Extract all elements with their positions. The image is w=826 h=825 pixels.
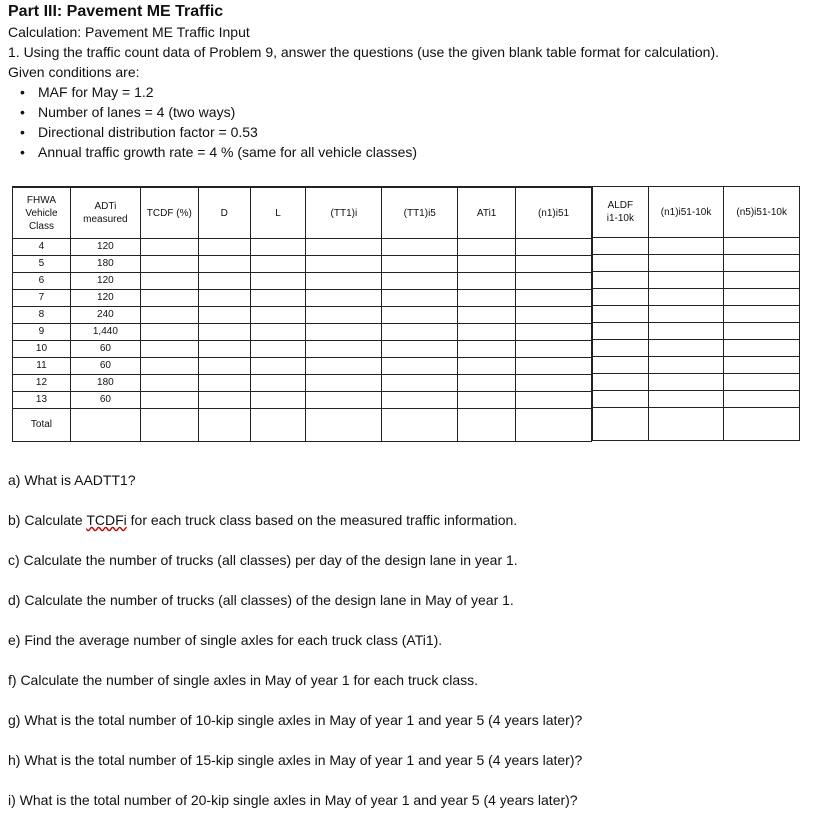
blank-cell[interactable]	[250, 256, 306, 273]
blank-cell[interactable]	[593, 238, 649, 255]
vehicle-class-cell: 10	[13, 341, 71, 358]
blank-cell[interactable]	[724, 238, 800, 255]
given-conditions-list	[8, 82, 820, 162]
blank-cell[interactable]	[593, 357, 649, 374]
header-tt1i5: (TT1)i5	[382, 187, 458, 239]
adt-measured-cell: 60	[70, 358, 140, 375]
blank-cell[interactable]	[724, 374, 800, 391]
adt-measured-cell: 180	[70, 256, 140, 273]
vehicle-class-cell: 7	[13, 290, 71, 307]
question-h: h) What is the total number of 15-kip single axles in May of year 1 and year 5 (4 years later)?	[8, 752, 583, 768]
blank-cell[interactable]	[516, 239, 592, 256]
aldf-row	[593, 374, 800, 391]
blank-cell[interactable]	[198, 392, 250, 409]
adt-measured-cell: 180	[70, 375, 140, 392]
aldf-row	[593, 357, 800, 374]
table-row	[13, 273, 592, 290]
vehicle-class-cell: 4	[13, 239, 71, 256]
blank-cell[interactable]	[198, 273, 250, 290]
blank-cell[interactable]	[140, 358, 198, 375]
blank-cell[interactable]	[250, 392, 306, 409]
header-ati1: ATi1	[458, 187, 516, 239]
question-d: d) Calculate the number of trucks (all classes) of the design lane in May of year 1.	[8, 592, 514, 608]
vehicle-class-cell: 11	[13, 358, 71, 375]
blank-cell[interactable]	[306, 341, 382, 358]
adt-measured-cell: 120	[70, 290, 140, 307]
blank-cell[interactable]	[250, 341, 306, 358]
adt-measured-cell: 60	[70, 392, 140, 409]
blank-cell[interactable]	[458, 324, 516, 341]
blank-cell[interactable]	[70, 409, 140, 442]
blank-cell[interactable]	[140, 239, 198, 256]
blank-cell[interactable]	[140, 290, 198, 307]
header-n1i51: (n1)i51	[516, 187, 592, 239]
tcdfi-term: TCDFi	[86, 512, 127, 528]
blank-cell[interactable]	[198, 307, 250, 324]
header-n5i51-10k: (n5)i51-10k	[724, 187, 800, 238]
blank-cell[interactable]	[198, 409, 250, 442]
table-row	[13, 341, 592, 358]
blank-cell[interactable]	[724, 272, 800, 289]
given-conditions-label: Given conditions are:	[8, 64, 140, 80]
calculation-table-area	[6, 186, 802, 446]
blank-cell[interactable]	[250, 409, 306, 442]
blank-cell[interactable]	[140, 256, 198, 273]
blank-cell[interactable]	[458, 341, 516, 358]
blank-cell[interactable]	[648, 391, 724, 408]
blank-cell[interactable]	[140, 307, 198, 324]
blank-cell[interactable]	[648, 306, 724, 323]
header-adt-measured: ADTi measured	[70, 187, 140, 239]
blank-cell[interactable]	[648, 408, 724, 441]
blank-cell[interactable]	[593, 374, 649, 391]
question-e: e) Find the average number of single axles for each truck class (ATi1).	[8, 632, 443, 648]
aldf-row	[593, 391, 800, 408]
blank-cell[interactable]	[382, 341, 458, 358]
blank-cell[interactable]	[648, 374, 724, 391]
blank-cell[interactable]	[593, 289, 649, 306]
adt-measured-cell: 120	[70, 273, 140, 290]
condition-lanes: • Number of lanes = 4 (two ways)	[8, 102, 820, 122]
aldf-row	[593, 238, 800, 255]
blank-cell[interactable]	[724, 255, 800, 272]
blank-cell[interactable]	[593, 255, 649, 272]
blank-cell[interactable]	[382, 324, 458, 341]
aldf-row	[593, 255, 800, 272]
blank-cell[interactable]	[382, 375, 458, 392]
blank-cell[interactable]	[306, 290, 382, 307]
blank-cell[interactable]	[458, 358, 516, 375]
blank-cell[interactable]	[458, 375, 516, 392]
blank-cell[interactable]	[198, 358, 250, 375]
blank-cell[interactable]	[648, 272, 724, 289]
blank-cell[interactable]	[648, 357, 724, 374]
vehicle-class-cell: 8	[13, 307, 71, 324]
blank-cell[interactable]	[458, 273, 516, 290]
blank-cell[interactable]	[382, 290, 458, 307]
question-c: c) Calculate the number of trucks (all classes) per day of the design lane in year 1.	[8, 552, 518, 568]
total-label: Total	[13, 409, 71, 442]
blank-cell[interactable]	[140, 392, 198, 409]
aldf-header-row	[593, 187, 800, 238]
blank-cell[interactable]	[250, 239, 306, 256]
aldf-row	[593, 323, 800, 340]
blank-cell[interactable]	[516, 307, 592, 324]
table-header-row	[13, 187, 592, 239]
table-row	[13, 256, 592, 273]
blank-cell[interactable]	[458, 409, 516, 442]
blank-cell[interactable]	[306, 256, 382, 273]
blank-cell[interactable]	[724, 306, 800, 323]
aldf-row	[593, 306, 800, 323]
blank-cell[interactable]	[198, 290, 250, 307]
blank-cell[interactable]	[516, 273, 592, 290]
header-tcdf: TCDF (%)	[140, 187, 198, 239]
blank-cell[interactable]	[593, 391, 649, 408]
header-aldf: ALDF i1-10k	[593, 187, 649, 238]
blank-cell[interactable]	[648, 323, 724, 340]
blank-cell[interactable]	[724, 323, 800, 340]
condition-directional-factor: • Directional distribution factor = 0.53	[8, 122, 820, 142]
document	[8, 0, 820, 162]
table-row	[13, 324, 592, 341]
blank-cell[interactable]	[382, 256, 458, 273]
blank-cell[interactable]	[516, 341, 592, 358]
vehicle-class-cell: 5	[13, 256, 71, 273]
blank-cell[interactable]	[198, 341, 250, 358]
aldf-table	[592, 186, 800, 441]
blank-cell[interactable]	[306, 358, 382, 375]
blank-cell[interactable]	[140, 409, 198, 442]
table-row	[13, 358, 592, 375]
adt-measured-cell: 240	[70, 307, 140, 324]
header-n1i51-10k: (n1)i51-10k	[648, 187, 724, 238]
adt-measured-cell: 120	[70, 239, 140, 256]
blank-cell[interactable]	[250, 273, 306, 290]
blank-cell[interactable]	[306, 273, 382, 290]
blank-cell[interactable]	[724, 340, 800, 357]
blank-cell[interactable]	[382, 273, 458, 290]
page-title: Part III: Pavement ME Traffic	[8, 3, 224, 20]
vehicle-class-cell: 13	[13, 392, 71, 409]
calculation-line: Calculation: Pavement ME Traffic Input	[8, 24, 250, 40]
blank-cell[interactable]	[593, 306, 649, 323]
blank-cell[interactable]	[458, 239, 516, 256]
table-row	[13, 290, 592, 307]
blank-cell[interactable]	[382, 358, 458, 375]
aldf-row	[593, 340, 800, 357]
blank-cell[interactable]	[250, 290, 306, 307]
blank-cell[interactable]	[516, 324, 592, 341]
blank-cell[interactable]	[198, 256, 250, 273]
table-row	[13, 307, 592, 324]
blank-cell[interactable]	[250, 307, 306, 324]
blank-cell[interactable]	[140, 375, 198, 392]
blank-cell[interactable]	[516, 358, 592, 375]
blank-cell[interactable]	[724, 357, 800, 374]
blank-cell[interactable]	[306, 239, 382, 256]
blank-cell[interactable]	[198, 375, 250, 392]
adt-measured-cell: 60	[70, 341, 140, 358]
question-g: g) What is the total number of 10-kip single axles in May of year 1 and year 5 (4 years later)?	[8, 712, 583, 728]
header-d: D	[198, 187, 250, 239]
aldf-total-row	[593, 408, 800, 441]
blank-cell[interactable]	[382, 307, 458, 324]
blank-cell[interactable]	[516, 409, 592, 442]
blank-cell[interactable]	[516, 392, 592, 409]
vehicle-class-cell: 9	[13, 324, 71, 341]
question-i: i) What is the total number of 20-kip single axles in May of year 1 and year 5 (4 years later)?	[8, 792, 578, 808]
blank-cell[interactable]	[648, 255, 724, 272]
blank-cell[interactable]	[593, 272, 649, 289]
total-row	[13, 409, 592, 442]
table-row	[13, 392, 592, 409]
blank-cell[interactable]	[140, 324, 198, 341]
blank-cell[interactable]	[593, 408, 649, 441]
calculation-table	[12, 186, 592, 442]
blank-cell[interactable]	[648, 289, 724, 306]
table-row	[13, 239, 592, 256]
blank-cell[interactable]	[250, 324, 306, 341]
vehicle-class-cell: 6	[13, 273, 71, 290]
blank-cell[interactable]	[306, 324, 382, 341]
blank-cell[interactable]	[306, 307, 382, 324]
aldf-row	[593, 289, 800, 306]
blank-cell[interactable]	[593, 323, 649, 340]
blank-cell[interactable]	[250, 358, 306, 375]
blank-cell[interactable]	[250, 375, 306, 392]
blank-cell[interactable]	[516, 290, 592, 307]
blank-cell[interactable]	[648, 340, 724, 357]
blank-cell[interactable]	[458, 290, 516, 307]
blank-cell[interactable]	[306, 409, 382, 442]
blank-cell[interactable]	[306, 375, 382, 392]
question-a: a) What is AADTT1?	[8, 472, 136, 488]
condition-growth-rate: • Annual traffic growth rate = 4 % (same for all vehicle classes)	[8, 142, 820, 162]
vehicle-class-cell: 12	[13, 375, 71, 392]
header-tt1i: (TT1)i	[306, 187, 382, 239]
adt-measured-cell: 1,440	[70, 324, 140, 341]
question-f: f) Calculate the number of single axles in May of year 1 for each truck class.	[8, 672, 478, 688]
header-fhwa-class: FHWA Vehicle Class	[13, 187, 71, 239]
aldf-row	[593, 272, 800, 289]
blank-cell[interactable]	[198, 324, 250, 341]
blank-cell[interactable]	[140, 341, 198, 358]
blank-cell[interactable]	[458, 307, 516, 324]
blank-cell[interactable]	[724, 289, 800, 306]
table-row	[13, 375, 592, 392]
blank-cell[interactable]	[382, 239, 458, 256]
blank-cell[interactable]	[458, 392, 516, 409]
blank-cell[interactable]	[198, 239, 250, 256]
blank-cell[interactable]	[458, 256, 516, 273]
blank-cell[interactable]	[593, 340, 649, 357]
blank-cell[interactable]	[724, 408, 800, 441]
blank-cell[interactable]	[516, 256, 592, 273]
blank-cell[interactable]	[140, 273, 198, 290]
blank-cell[interactable]	[382, 392, 458, 409]
problem-statement: 1. Using the traffic count data of Problem 9, answer the questions (use the given blank table format for calculation).	[8, 44, 720, 60]
blank-cell[interactable]	[306, 392, 382, 409]
question-b: b) Calculate TCDFi for each truck class based on the measured traffic information.	[8, 512, 518, 528]
blank-cell[interactable]	[516, 375, 592, 392]
blank-cell[interactable]	[648, 238, 724, 255]
condition-maf: • MAF for May = 1.2	[8, 82, 820, 102]
blank-cell[interactable]	[382, 409, 458, 442]
header-l: L	[250, 187, 306, 239]
blank-cell[interactable]	[724, 391, 800, 408]
